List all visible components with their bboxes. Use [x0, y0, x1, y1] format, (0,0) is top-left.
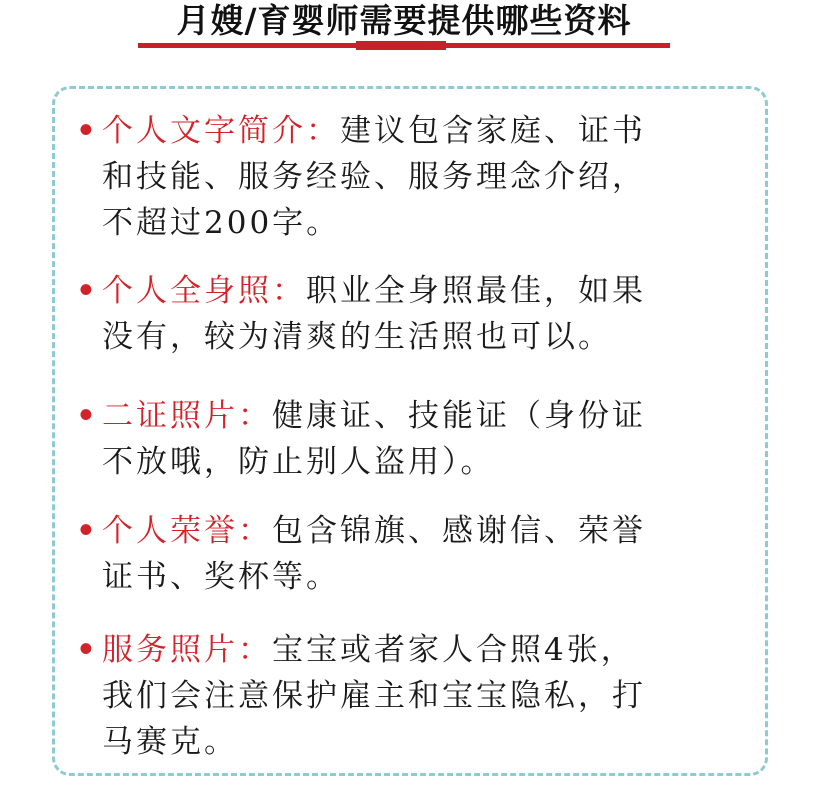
item-text: 没有，较为清爽的生活照也可以。: [102, 319, 612, 355]
item-heading: 个人文字简介：: [102, 113, 340, 149]
list-item-first-line: [76, 627, 752, 673]
list-item-first-line: [76, 508, 752, 554]
item-text: 证书、奖杯等。: [102, 559, 340, 595]
list-item: [76, 108, 752, 246]
list-item-first-line: [76, 393, 752, 439]
title-block: [130, 0, 678, 52]
bullet-icon: •: [76, 273, 99, 309]
item-heading: 二证照片：: [102, 398, 272, 434]
bullet-icon: •: [76, 632, 99, 668]
bullet-icon: •: [76, 113, 99, 149]
item-text: 职业全身照最佳，如果: [306, 273, 646, 309]
item-text: 包含锦旗、感谢信、荣誉: [272, 513, 646, 549]
item-heading: 服务照片：: [102, 632, 272, 668]
item-text: 健康证、技能证（身份证: [272, 398, 646, 434]
list-item: [76, 268, 752, 360]
item-text: 建议包含家庭、证书: [340, 113, 646, 149]
list-item-first-line: [76, 108, 752, 154]
bullet-icon: •: [76, 398, 99, 434]
item-text: 宝宝或者家人合照4张，: [272, 632, 635, 668]
item-heading: 个人全身照：: [102, 273, 306, 309]
page-title: 月嫂/育婴师需要提供哪些资料: [176, 1, 632, 40]
item-text: 不超过200字。: [102, 205, 341, 241]
item-heading: 个人荣誉：: [102, 513, 272, 549]
item-text: 我们会注意保护雇主和宝宝隐私，打: [102, 678, 646, 714]
list-item: [76, 393, 752, 485]
item-text: 马赛克。: [102, 724, 238, 760]
list-item: [76, 508, 752, 600]
item-text: 不放哦，防止别人盗用）。: [102, 444, 495, 480]
list-item: [76, 627, 752, 765]
bullet-icon: •: [76, 513, 99, 549]
list-item-first-line: [76, 268, 752, 314]
title-underline-accent: [356, 41, 446, 50]
item-text: 和技能、服务经验、服务理念介绍，: [102, 159, 646, 195]
